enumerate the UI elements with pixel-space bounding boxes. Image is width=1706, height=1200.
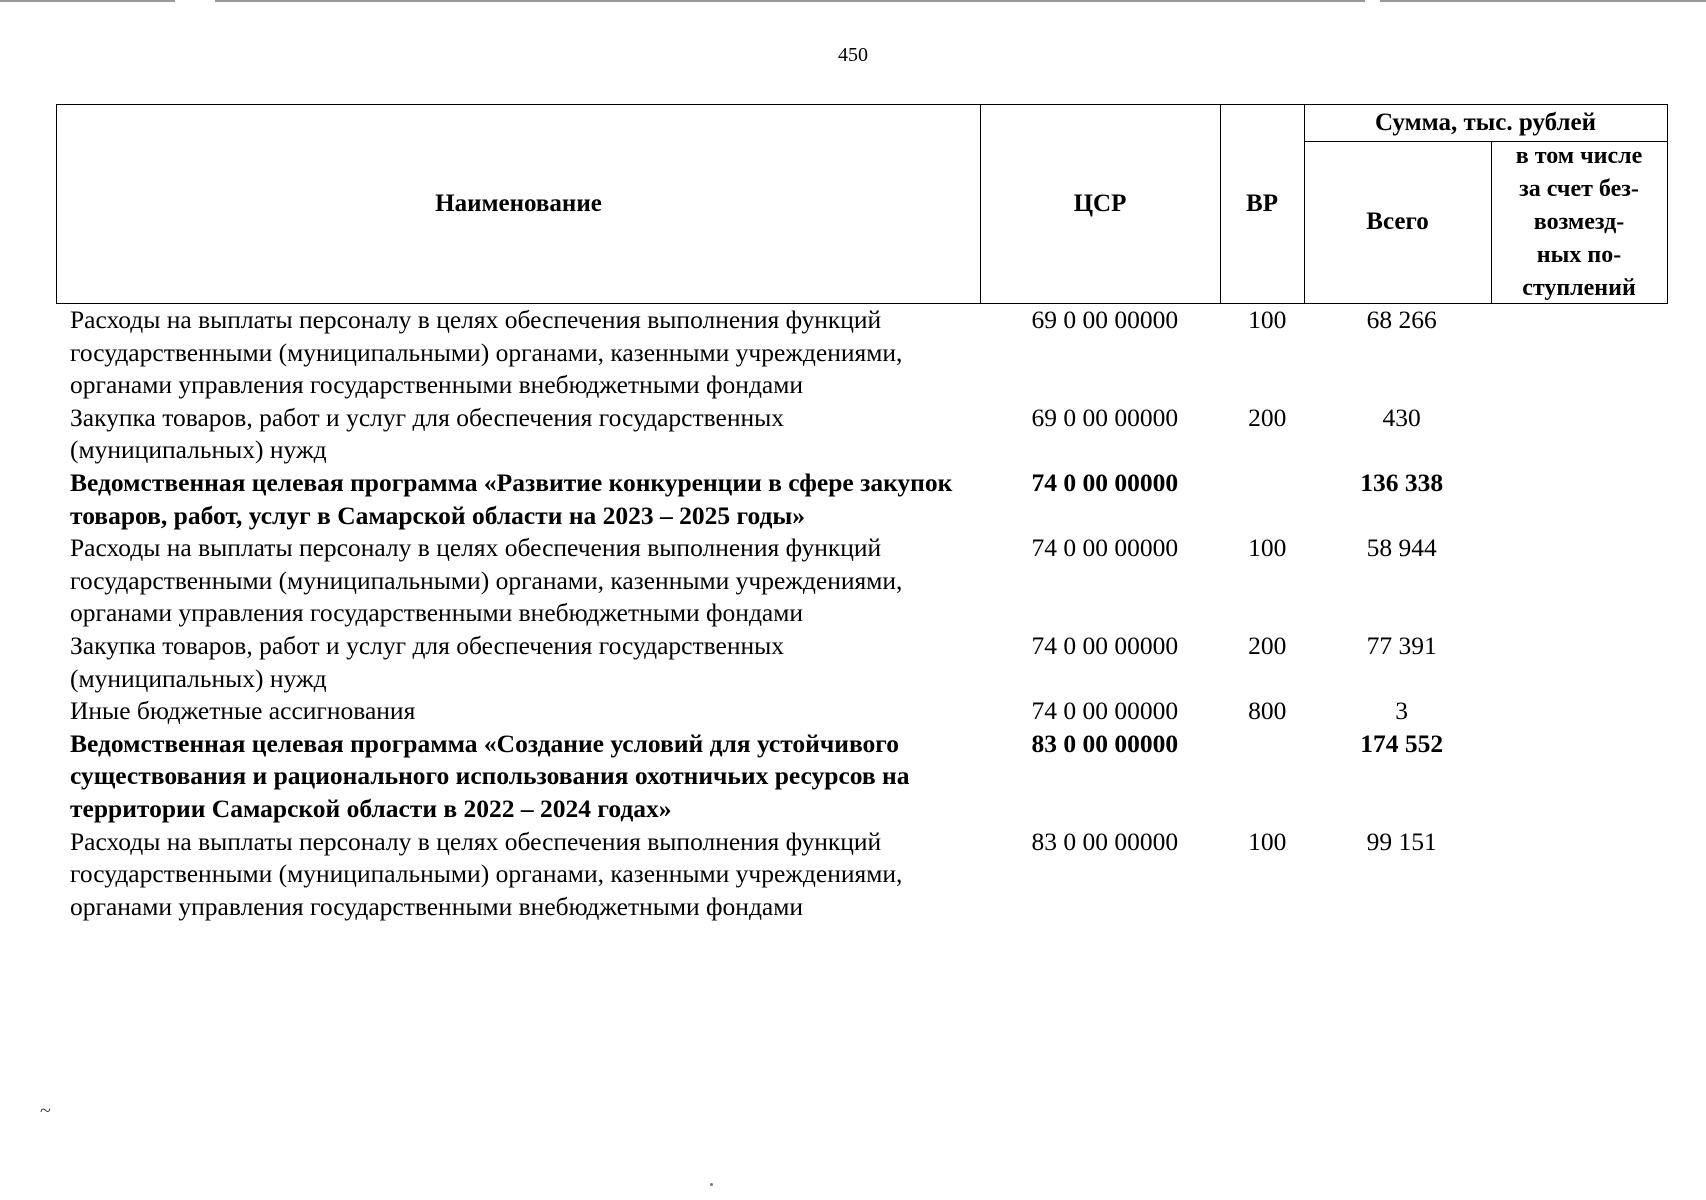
row-total: 58 944 bbox=[1366, 533, 1437, 563]
table-row bbox=[56, 826, 1668, 924]
row-grants bbox=[1492, 532, 1668, 630]
row-grants bbox=[1492, 728, 1668, 826]
row-name: Расходы на выплаты персоналу в целях обеспечения выполнения функций государственными (муниципальными) органами, казенными учреждениями, органами управления государственными внебюджетными фондами bbox=[70, 305, 903, 400]
row-vr: 100 bbox=[1248, 826, 1287, 856]
row-vr: 200 bbox=[1248, 630, 1287, 660]
header-csr: ЦСР bbox=[1073, 190, 1127, 217]
header-including-grants: в том числе за счет без- возмезд- ных по- ступлений bbox=[1515, 142, 1643, 301]
row-grants bbox=[1492, 402, 1668, 467]
scan-edge-line bbox=[0, 0, 175, 2]
scan-dot bbox=[710, 1183, 713, 1186]
row-csr: 74 0 00 00000 bbox=[1031, 533, 1179, 563]
header-sum-group: Сумма, тыс. рублей bbox=[1374, 109, 1597, 136]
header-name: Наименование bbox=[435, 190, 602, 217]
row-total: 174 552 bbox=[1360, 728, 1444, 758]
table-row bbox=[56, 695, 1668, 728]
row-total: 68 266 bbox=[1366, 305, 1437, 334]
row-grants bbox=[1492, 695, 1668, 728]
table-row bbox=[56, 532, 1668, 630]
row-grants bbox=[1492, 630, 1668, 695]
row-csr: 74 0 00 00000 bbox=[1031, 696, 1179, 726]
row-grants bbox=[1492, 304, 1668, 402]
row-csr: 74 0 00 00000 bbox=[1031, 630, 1179, 660]
row-csr: 74 0 00 00000 bbox=[1031, 467, 1179, 497]
row-csr: 83 0 00 00000 bbox=[1031, 826, 1179, 856]
table-row bbox=[56, 630, 1668, 695]
row-total: 430 bbox=[1382, 402, 1421, 432]
row-csr: 83 0 00 00000 bbox=[1031, 728, 1179, 758]
row-vr: 100 bbox=[1248, 305, 1287, 334]
scan-edge-line bbox=[215, 0, 1365, 2]
row-csr: 69 0 00 00000 bbox=[1031, 402, 1179, 432]
table-row-program bbox=[56, 728, 1668, 826]
table-row bbox=[56, 402, 1668, 467]
table-row bbox=[56, 304, 1668, 402]
row-total: 77 391 bbox=[1366, 630, 1437, 660]
row-name: Расходы на выплаты персоналу в целях обеспечения выполнения функций государственными (муниципальными) органами, казенными учреждениями, органами управления государственными внебюджетными фондами bbox=[70, 533, 903, 628]
budget-table bbox=[56, 104, 1668, 923]
header-vr: ВР bbox=[1246, 190, 1278, 217]
page-number: 450 bbox=[838, 44, 868, 66]
row-grants bbox=[1492, 826, 1668, 924]
row-name: Ведомственная целевая программа «Развитие конкуренции в сфере закупок товаров, работ, услуг в Самарской области на 2023 – 2025 годы» bbox=[70, 467, 953, 530]
row-name: Ведомственная целевая программа «Создание условий для устойчивого существования и рационального использования охотничьих ресурсов на территории Самарской области в 2022 – 2024 годах» bbox=[70, 728, 910, 823]
header-total: Всего bbox=[1366, 208, 1429, 235]
table-body bbox=[56, 304, 1668, 923]
row-vr: 100 bbox=[1248, 533, 1287, 563]
row-total: 3 bbox=[1395, 696, 1409, 726]
row-name: Закупка товаров, работ и услуг для обеспечения государственных (муниципальных) нужд bbox=[70, 630, 785, 693]
row-vr: 200 bbox=[1248, 402, 1287, 432]
row-grants bbox=[1492, 467, 1668, 532]
row-total: 99 151 bbox=[1366, 826, 1437, 856]
row-csr: 69 0 00 00000 bbox=[1031, 305, 1179, 334]
table-header bbox=[56, 104, 1668, 304]
row-vr bbox=[1223, 467, 1311, 532]
row-name: Расходы на выплаты персоналу в целях обеспечения выполнения функций государственными (муниципальными) органами, казенными учреждениями, органами управления государственными внебюджетными фондами bbox=[70, 826, 903, 921]
row-name: Закупка товаров, работ и услуг для обеспечения государственных (муниципальных) нужд bbox=[70, 402, 785, 465]
table-row-program bbox=[56, 467, 1668, 532]
row-total: 136 338 bbox=[1360, 467, 1444, 497]
scan-mark: ~ bbox=[40, 1100, 51, 1122]
row-name: Иные бюджетные ассигнования bbox=[70, 696, 416, 726]
row-vr: 800 bbox=[1248, 696, 1287, 726]
scan-edge-line bbox=[1380, 0, 1706, 2]
row-vr bbox=[1223, 728, 1311, 826]
